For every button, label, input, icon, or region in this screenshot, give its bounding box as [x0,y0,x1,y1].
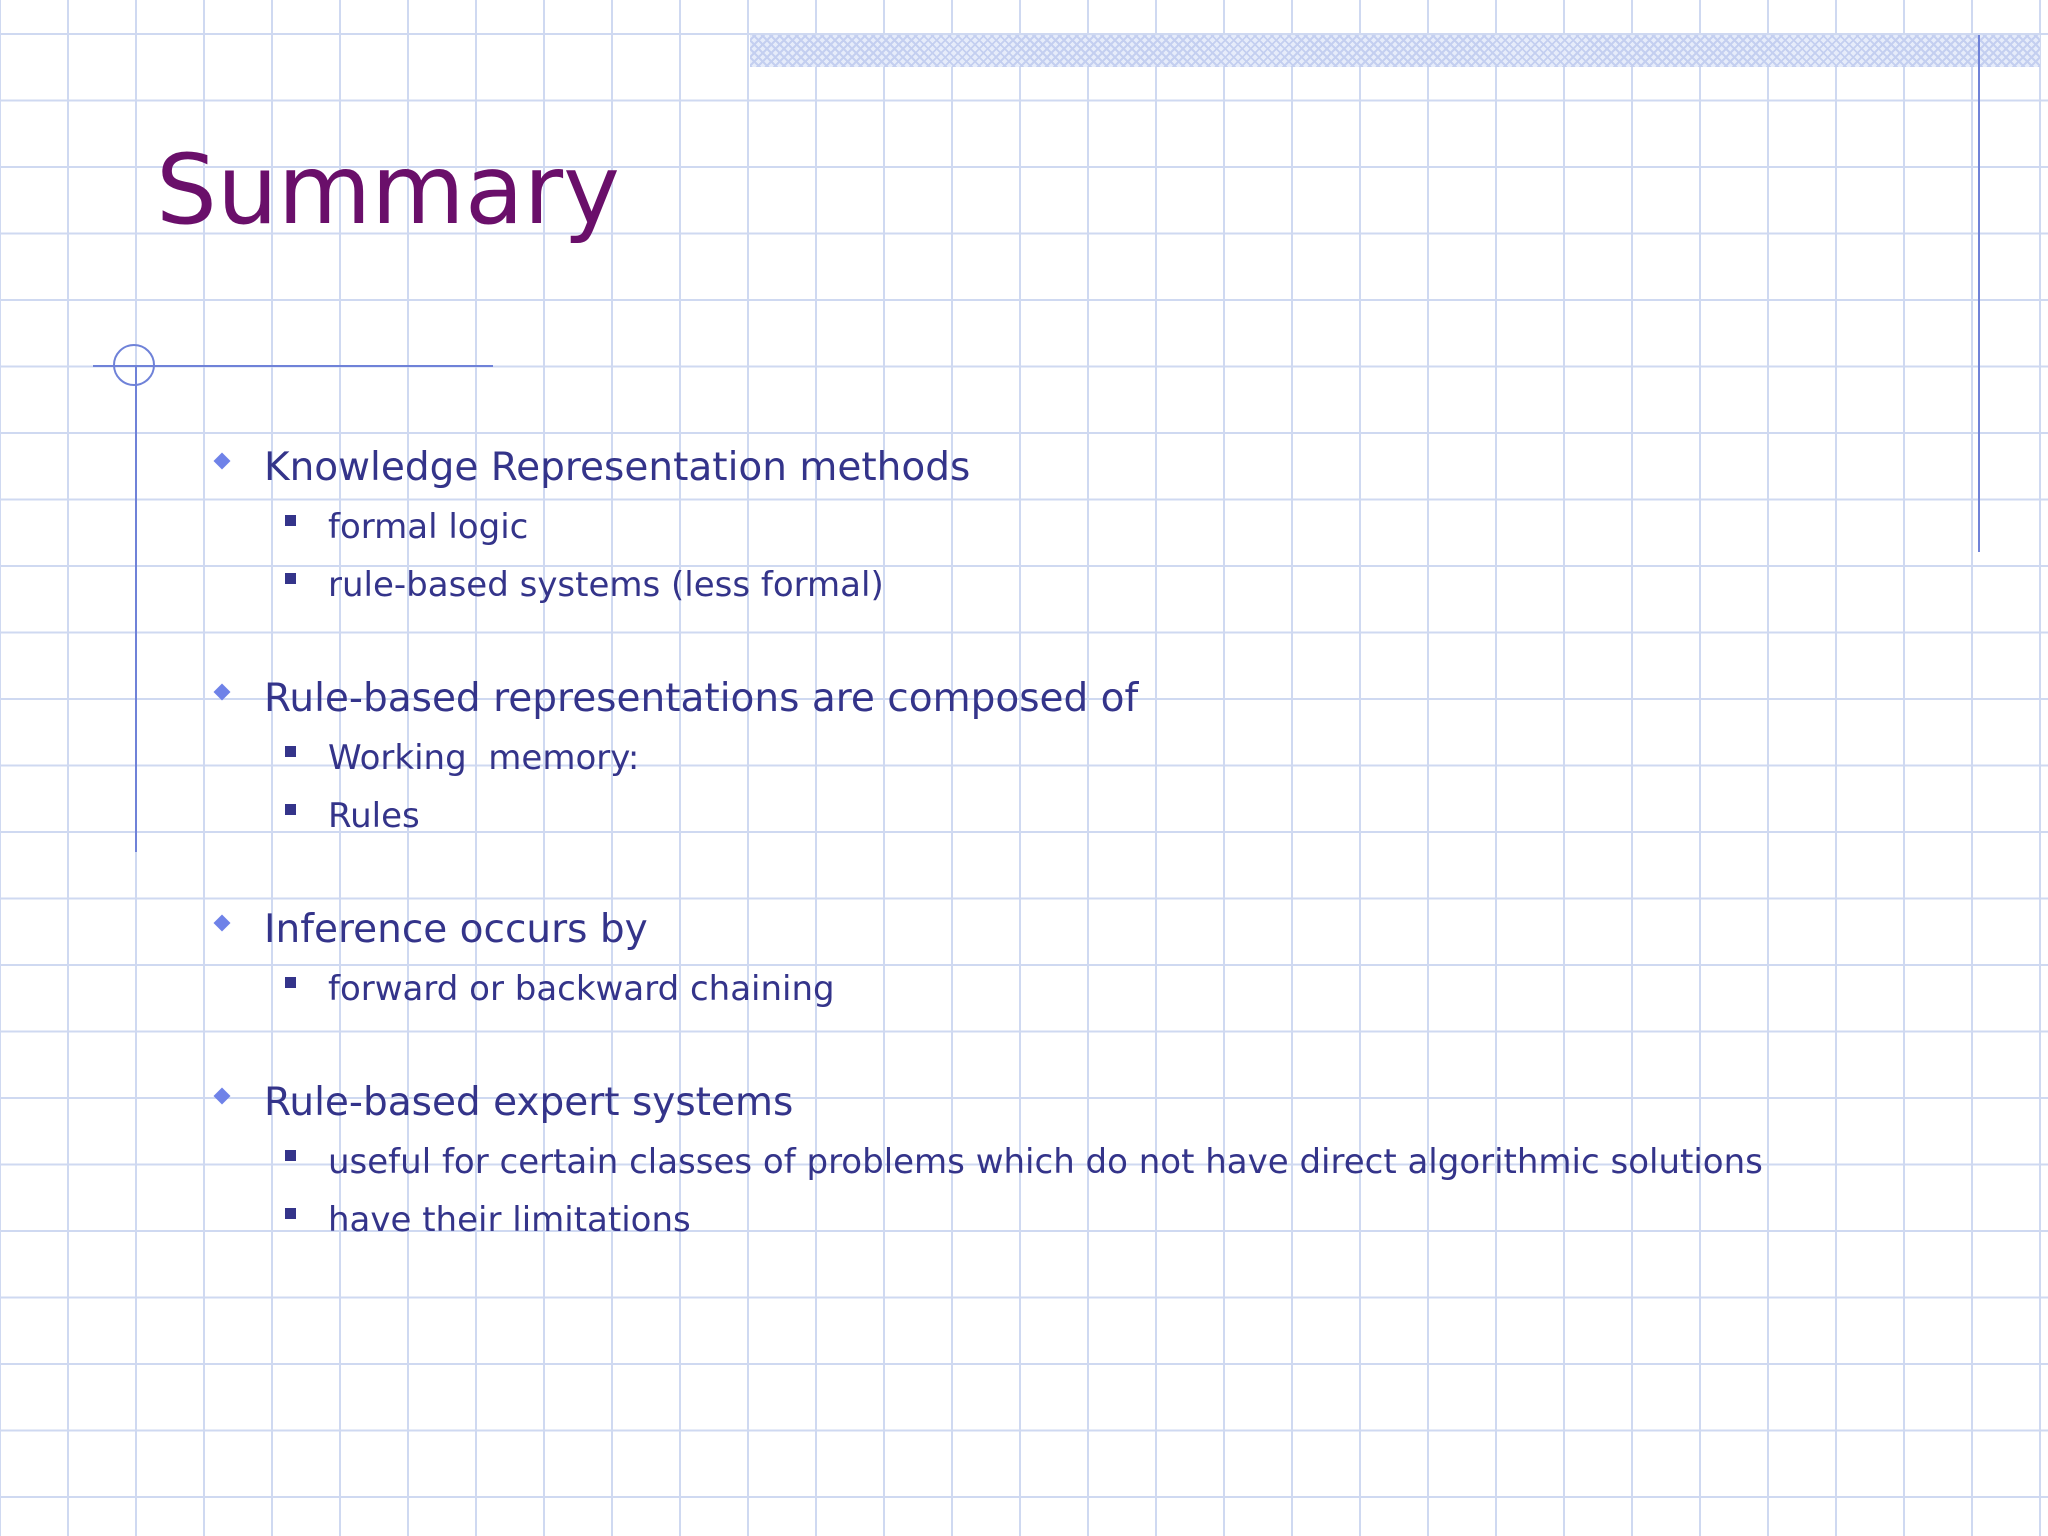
decorative-left-rule [135,366,137,852]
bullet-text: Inference occurs by [264,907,648,952]
sub-bullet-item [210,556,2010,614]
square-bullet-icon [285,746,296,757]
decorative-hatch-band [750,35,2040,67]
sub-bullet-item [210,729,2010,787]
bullet-group-4 [210,1073,2010,1249]
sub-bullet-text: have their limitations [328,1200,691,1240]
sub-bullet-item [210,498,2010,556]
square-bullet-icon [285,573,296,584]
bullet-group-1 [210,438,2010,614]
sub-bullet-item [210,960,2010,1018]
bullet-item [210,1073,2010,1133]
square-bullet-icon [285,804,296,815]
bullet-text: Knowledge Representation methods [264,445,971,490]
bullet-item [210,438,2010,498]
square-bullet-icon [285,1150,296,1161]
sub-bullet-text: Working memory: [328,738,640,778]
crosshair-circle-icon [113,344,155,386]
bullet-text: Rule-based expert systems [264,1080,794,1125]
bullet-item [210,669,2010,729]
sub-bullet-item [210,1133,2010,1191]
diamond-bullet-icon [214,453,231,470]
sub-bullet-text: forward or backward chaining [328,969,835,1009]
bullet-text: Rule-based representations are composed of [264,676,1139,721]
sub-bullet-text: formal logic [328,507,529,547]
diamond-bullet-icon [214,684,231,701]
square-bullet-icon [285,515,296,526]
slide-title: Summary [156,134,620,246]
diamond-bullet-icon [214,915,231,932]
sub-bullet-text: rule-based systems (less formal) [328,565,884,605]
sub-bullet-item [210,1191,2010,1249]
bullet-group-3 [210,900,2010,1018]
bullet-group-2 [210,669,2010,845]
square-bullet-icon [285,1208,296,1219]
bullet-item [210,900,2010,960]
square-bullet-icon [285,977,296,988]
bullet-list [210,438,2010,1304]
sub-bullet-text: useful for certain classes of problems which do not have direct algorithmic solutions [328,1142,1763,1182]
sub-bullet-item [210,787,2010,845]
sub-bullet-text: Rules [328,796,420,836]
diamond-bullet-icon [214,1088,231,1105]
